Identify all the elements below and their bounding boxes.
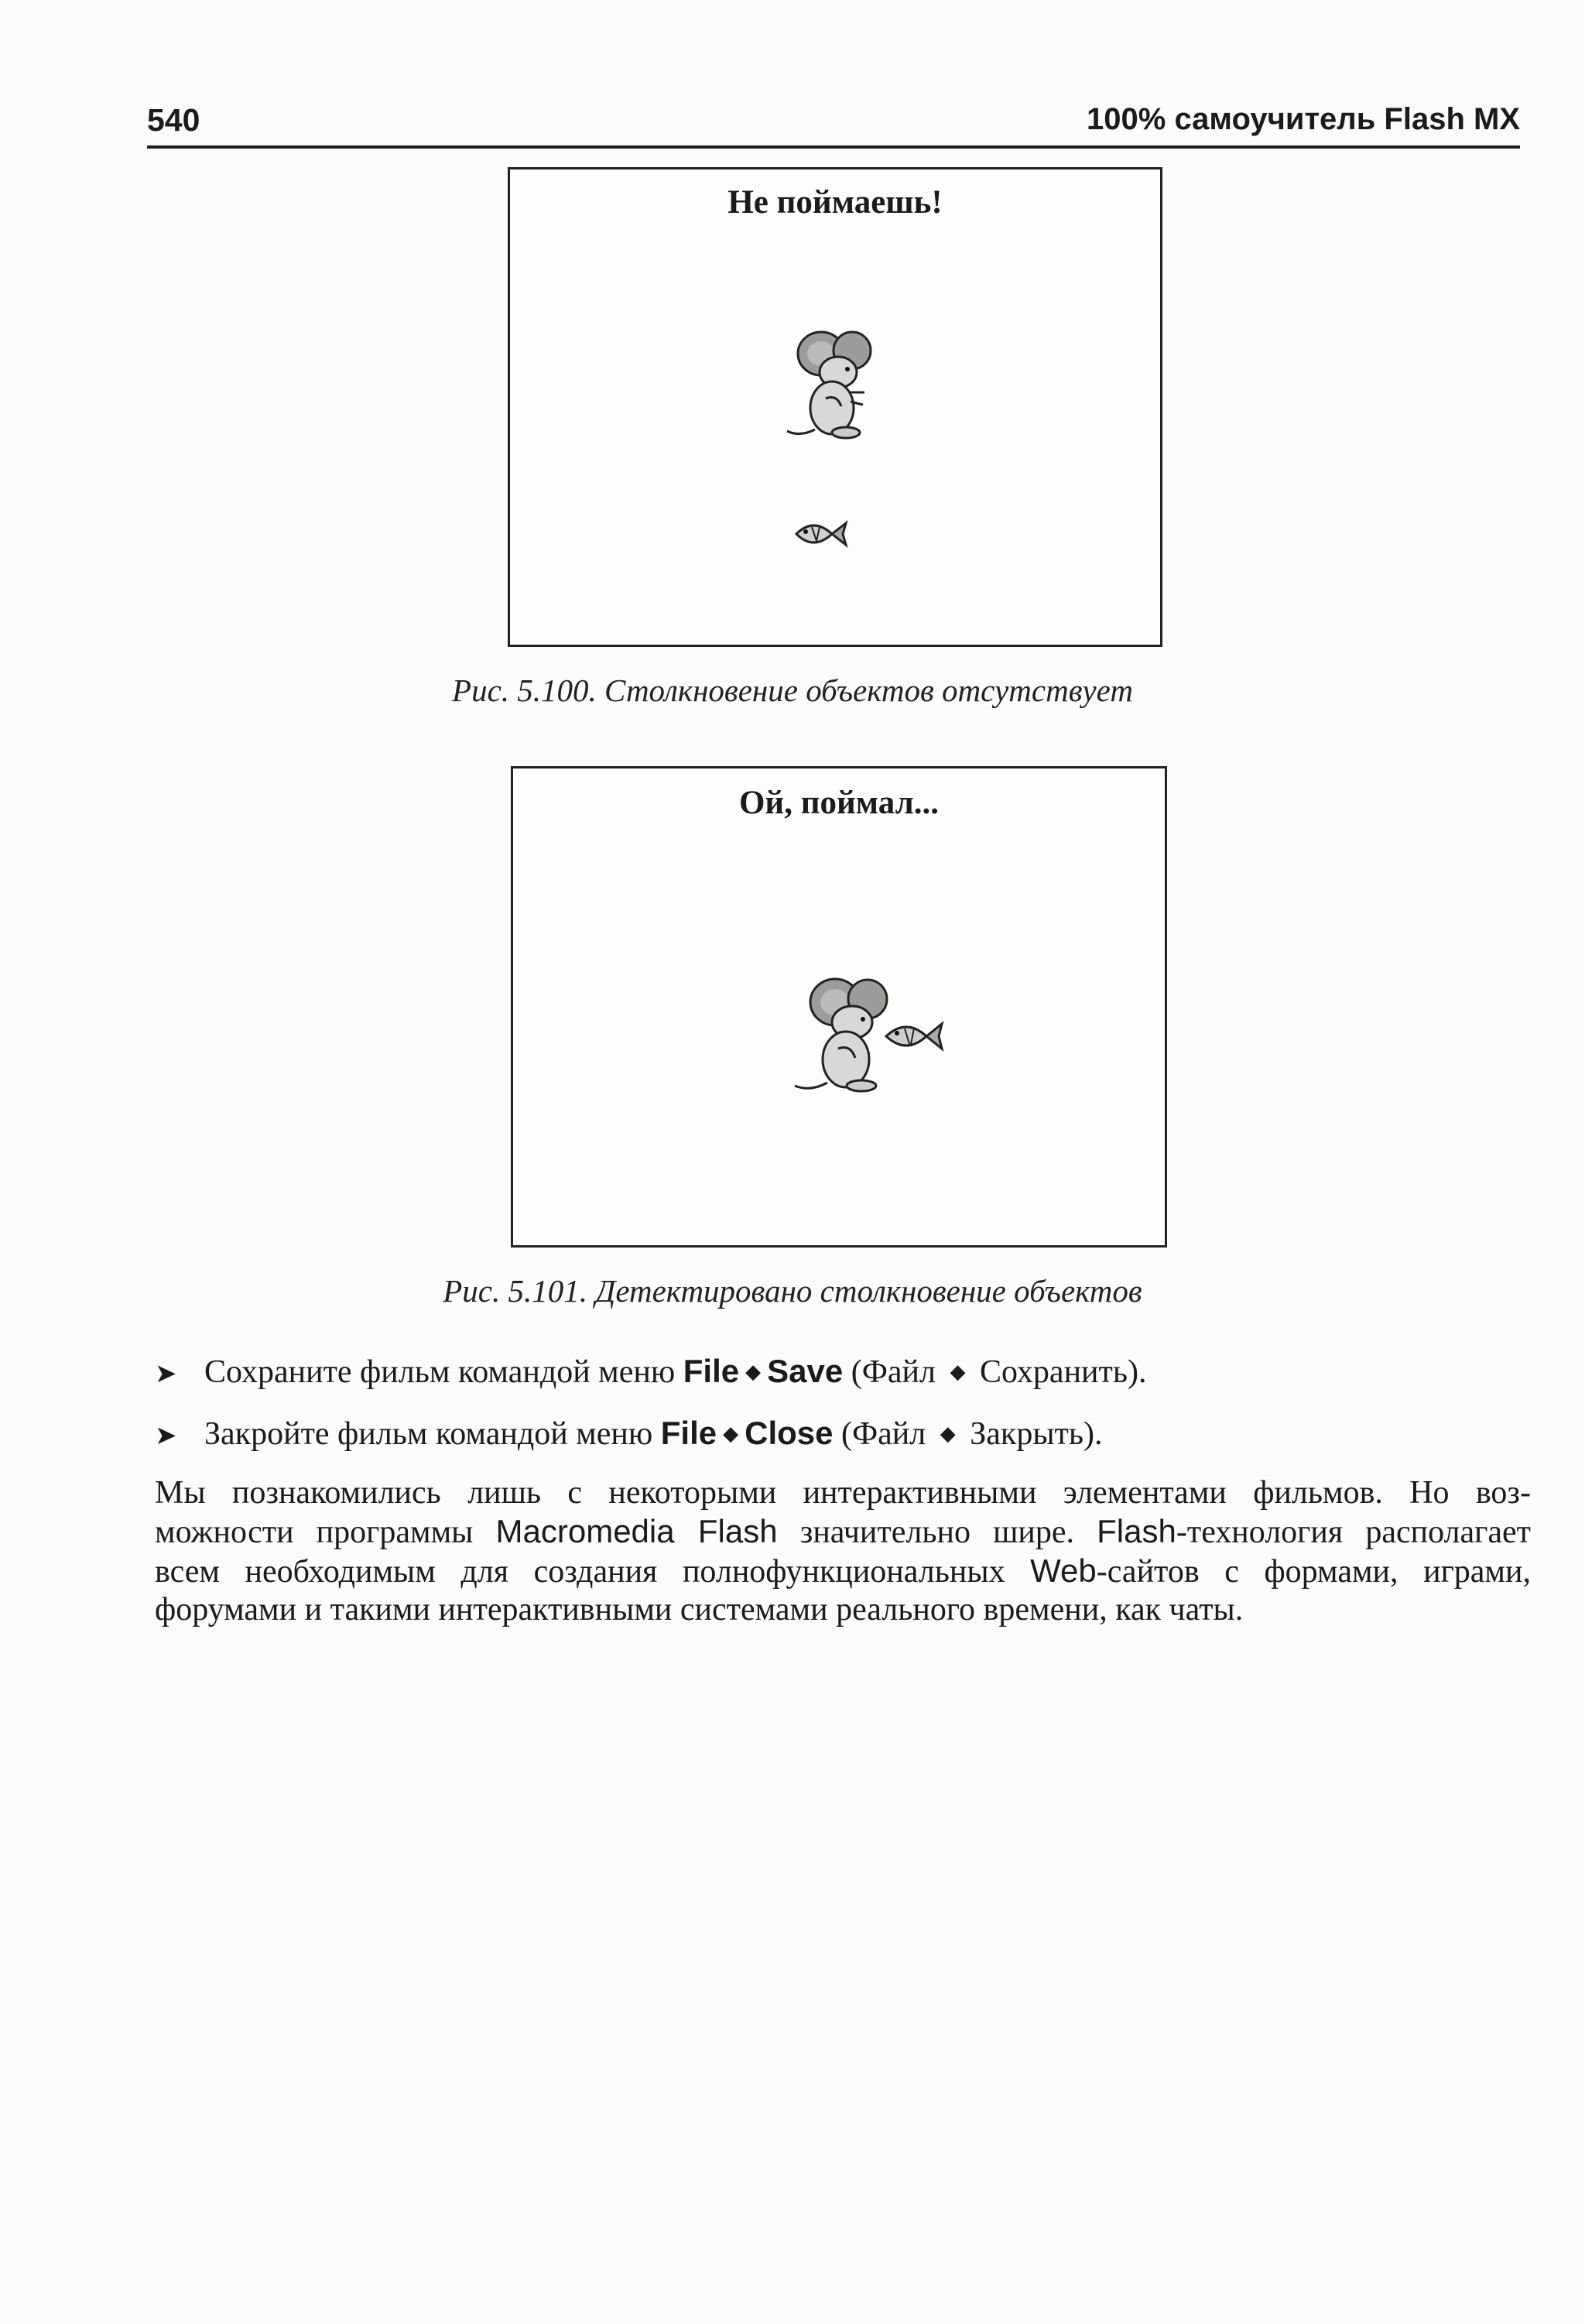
bullet-text: Сохранить). xyxy=(971,1354,1147,1390)
bullet-text: Закройте фильм командой меню xyxy=(204,1416,661,1452)
bullet-arrow-icon: ➤ xyxy=(155,1420,177,1451)
figure-5-101-caption: Рис. 5.101. Детектировано столкновение объектов xyxy=(443,1273,1142,1309)
bullet-text: Закрыть). xyxy=(961,1416,1103,1452)
text-span: значительно шире. xyxy=(777,1515,1097,1550)
menu-file: File xyxy=(660,1415,717,1451)
text-span: всем необходимым для создания полнофункциональных xyxy=(155,1554,1031,1590)
figure-5-101-frame xyxy=(511,766,1167,1248)
mouse-icon xyxy=(781,324,889,448)
list-item xyxy=(155,1353,1532,1391)
paragraph-line: Мы познакомились лишь с некоторыми интерактивными элементами фильмов. Но воз- xyxy=(155,1475,1531,1511)
paragraph-line xyxy=(155,1552,1531,1591)
book-title: 100% самоучитель Flash MX xyxy=(1087,102,1520,136)
body-paragraph xyxy=(155,1474,1531,1629)
frame-title: Ой, поймал... xyxy=(738,785,940,821)
page-header xyxy=(147,99,1520,149)
bullet-text: Сохраните фильм командой меню xyxy=(204,1354,683,1390)
fish-icon xyxy=(878,1015,948,1058)
paragraph-line: форумами и такими интерактивными системами реального времени, как чаты. xyxy=(155,1592,1244,1627)
diamond-separator-icon: ◆ xyxy=(950,1361,966,1384)
menu-save: Save xyxy=(767,1353,844,1389)
list-item xyxy=(155,1415,1532,1453)
page-number: 540 xyxy=(147,102,200,138)
menu-file: File xyxy=(683,1353,740,1389)
text-span: Web xyxy=(1030,1552,1097,1589)
frame-title: Не поймаешь! xyxy=(727,184,943,221)
diamond-separator-icon: ◆ xyxy=(723,1422,739,1446)
text-span: можности программы xyxy=(155,1515,496,1550)
paragraph-line xyxy=(155,1512,1531,1552)
figure-5-100-caption: Рис. 5.100. Столкновение объектов отсутствует xyxy=(452,673,1133,708)
text-span: -сайтов с формами, играми, xyxy=(1096,1554,1531,1590)
text-span: Flash xyxy=(1097,1513,1176,1549)
text-span: -технология располагает xyxy=(1176,1515,1531,1550)
diamond-separator-icon: ◆ xyxy=(940,1422,956,1446)
figure-5-100-frame xyxy=(508,167,1162,647)
text-span: Macromedia Flash xyxy=(495,1513,778,1549)
diamond-separator-icon: ◆ xyxy=(745,1361,762,1384)
menu-close: Close xyxy=(745,1415,834,1451)
fish-icon xyxy=(789,515,851,553)
bullet-text: (Файл xyxy=(833,1416,934,1452)
bullet-arrow-icon: ➤ xyxy=(155,1358,177,1389)
bullet-text: (Файл xyxy=(843,1354,944,1390)
